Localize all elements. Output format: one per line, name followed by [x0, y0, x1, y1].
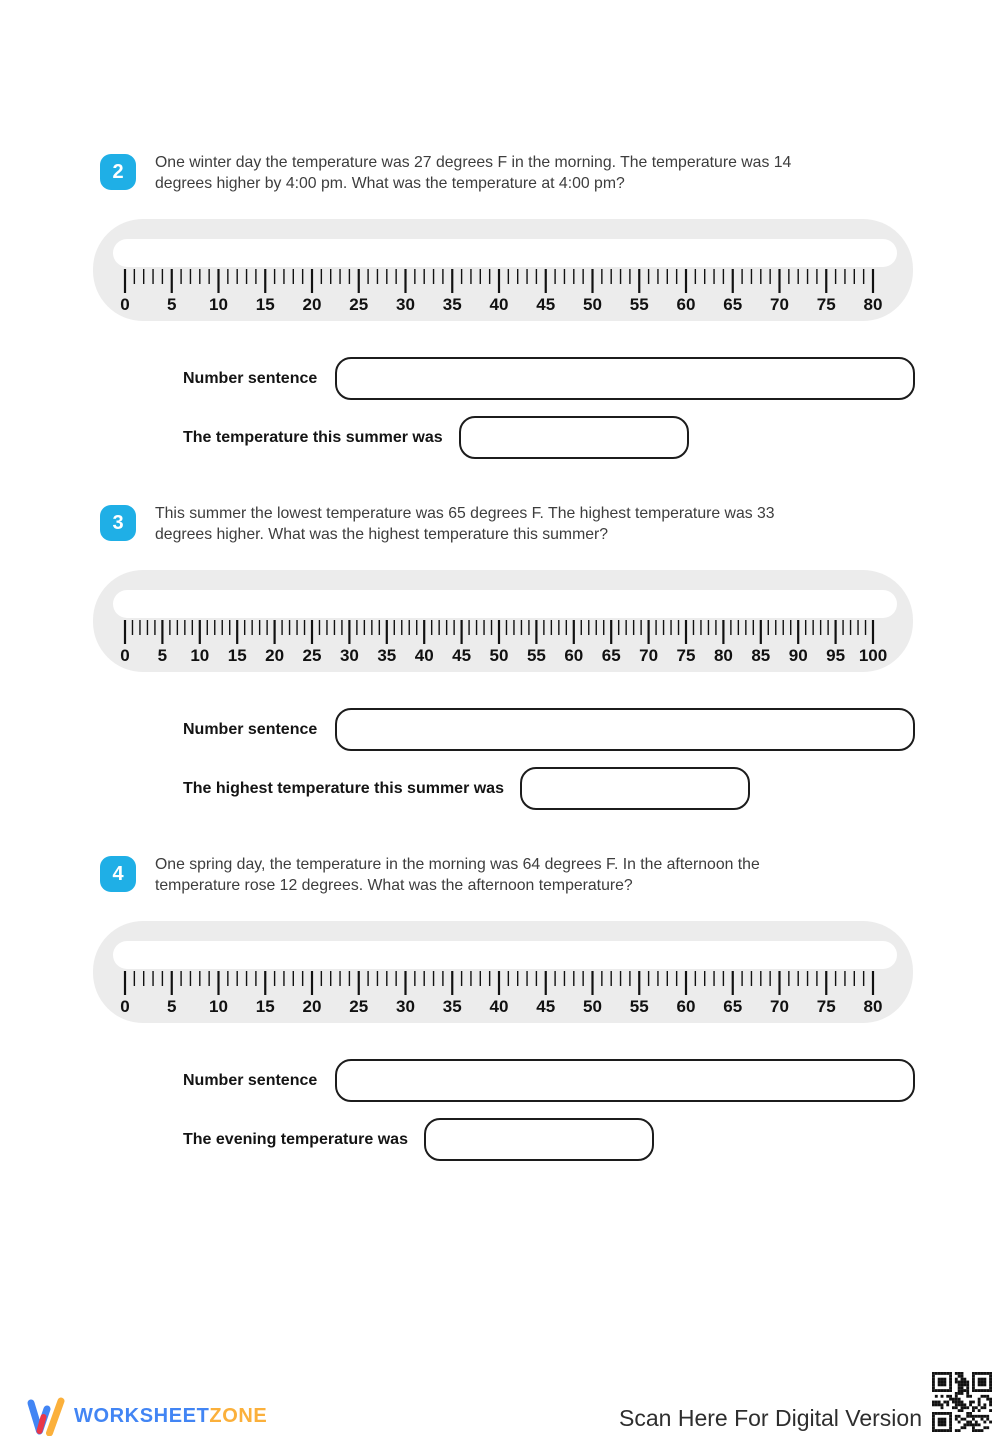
- svg-text:70: 70: [770, 997, 789, 1016]
- svg-text:5: 5: [167, 295, 177, 314]
- answer-label: The highest temperature this summer was: [183, 779, 504, 797]
- scan-here-label: Scan Here For Digital Version: [619, 1405, 922, 1431]
- svg-text:50: 50: [489, 646, 509, 665]
- answer-label: The evening temperature was: [183, 1130, 408, 1148]
- question-number-badge: 3: [100, 505, 136, 541]
- svg-text:15: 15: [255, 997, 275, 1016]
- number-sentence-label: Number sentence: [183, 369, 318, 387]
- svg-text:100: 100: [858, 646, 888, 665]
- question-text-line-1: One winter day the temperature was 27 degrees F in the morning. The temperature was 14: [155, 154, 792, 171]
- question-block-4: [0, 854, 1000, 1161]
- qr-code: [932, 1372, 992, 1432]
- svg-text:55: 55: [526, 646, 546, 665]
- number-sentence-input[interactable]: [335, 708, 915, 751]
- worksheet-zone-logo-icon: [26, 1396, 66, 1436]
- question-text: [155, 503, 895, 545]
- svg-text:95: 95: [826, 646, 846, 665]
- svg-text:55: 55: [629, 295, 649, 314]
- question-text-line-2: temperature rose 12 degrees. What was the afternoon temperature?: [155, 877, 633, 894]
- svg-text:0: 0: [120, 646, 130, 665]
- svg-text:10: 10: [190, 646, 210, 665]
- answer-input[interactable]: [459, 416, 689, 459]
- svg-text:35: 35: [377, 646, 397, 665]
- answer-label: The temperature this summer was: [183, 428, 443, 446]
- svg-text:30: 30: [396, 295, 415, 314]
- svg-text:20: 20: [265, 646, 285, 665]
- svg-text:75: 75: [816, 997, 836, 1016]
- svg-text:60: 60: [564, 646, 584, 665]
- question-block-3: [0, 503, 1000, 810]
- svg-text:50: 50: [583, 295, 602, 314]
- svg-text:40: 40: [414, 646, 434, 665]
- svg-text:65: 65: [601, 646, 621, 665]
- question-text: [155, 854, 895, 896]
- number-sentence-input[interactable]: [335, 357, 915, 400]
- number-sentence-label: Number sentence: [183, 1071, 318, 1089]
- svg-text:50: 50: [583, 997, 602, 1016]
- svg-text:65: 65: [723, 997, 743, 1016]
- number-line-ruler: [93, 570, 913, 672]
- svg-text:70: 70: [770, 295, 789, 314]
- svg-text:60: 60: [676, 295, 696, 314]
- svg-text:15: 15: [227, 646, 247, 665]
- logo-text-worksheet: WORKSHEET: [74, 1404, 210, 1427]
- svg-text:30: 30: [339, 646, 359, 665]
- svg-text:30: 30: [396, 997, 415, 1016]
- svg-text:80: 80: [863, 997, 883, 1016]
- svg-text:80: 80: [863, 295, 883, 314]
- svg-text:10: 10: [209, 997, 228, 1016]
- question-block-2: [0, 152, 1000, 459]
- svg-text:15: 15: [255, 295, 275, 314]
- svg-text:0: 0: [120, 997, 130, 1016]
- question-number-badge: 2: [100, 154, 136, 190]
- svg-text:70: 70: [639, 646, 659, 665]
- svg-text:75: 75: [676, 646, 696, 665]
- logo-text: [74, 1405, 267, 1428]
- question-text-line-2: degrees higher. What was the highest temperature this summer?: [155, 526, 609, 543]
- question-text: [155, 152, 895, 194]
- svg-text:0: 0: [120, 295, 130, 314]
- svg-text:55: 55: [629, 997, 649, 1016]
- svg-text:85: 85: [751, 646, 771, 665]
- question-text-line-1: One spring day, the temperature in the morning was 64 degrees F. In the afternoon the: [155, 856, 760, 873]
- svg-text:35: 35: [442, 997, 462, 1016]
- number-sentence-label: Number sentence: [183, 720, 318, 738]
- svg-text:25: 25: [349, 997, 369, 1016]
- svg-text:40: 40: [489, 997, 509, 1016]
- svg-text:60: 60: [676, 997, 696, 1016]
- svg-text:45: 45: [452, 646, 472, 665]
- svg-text:90: 90: [788, 646, 808, 665]
- svg-text:65: 65: [723, 295, 743, 314]
- answer-input[interactable]: [520, 767, 750, 810]
- svg-text:80: 80: [713, 646, 733, 665]
- question-number-badge: 4: [100, 856, 136, 892]
- question-text-line-1: This summer the lowest temperature was 65 degrees F. The highest temperature was 33: [155, 505, 775, 522]
- question-text-line-2: degrees higher by 4:00 pm. What was the temperature at 4:00 pm?: [155, 175, 625, 192]
- svg-text:75: 75: [816, 295, 836, 314]
- svg-text:25: 25: [302, 646, 322, 665]
- svg-text:35: 35: [442, 295, 462, 314]
- svg-text:5: 5: [167, 997, 177, 1016]
- svg-text:45: 45: [536, 295, 556, 314]
- svg-text:45: 45: [536, 997, 556, 1016]
- page-footer: [0, 1367, 1000, 1437]
- svg-text:40: 40: [489, 295, 509, 314]
- number-line-ruler: [93, 219, 913, 321]
- number-sentence-input[interactable]: [335, 1059, 915, 1102]
- worksheet-zone-logo: [26, 1396, 267, 1436]
- svg-text:20: 20: [302, 295, 322, 314]
- svg-text:25: 25: [349, 295, 369, 314]
- svg-text:20: 20: [302, 997, 322, 1016]
- svg-text:10: 10: [209, 295, 228, 314]
- number-line-ruler: [93, 921, 913, 1023]
- svg-text:5: 5: [157, 646, 168, 665]
- answer-input[interactable]: [424, 1118, 654, 1161]
- logo-text-zone: ZONE: [209, 1404, 268, 1427]
